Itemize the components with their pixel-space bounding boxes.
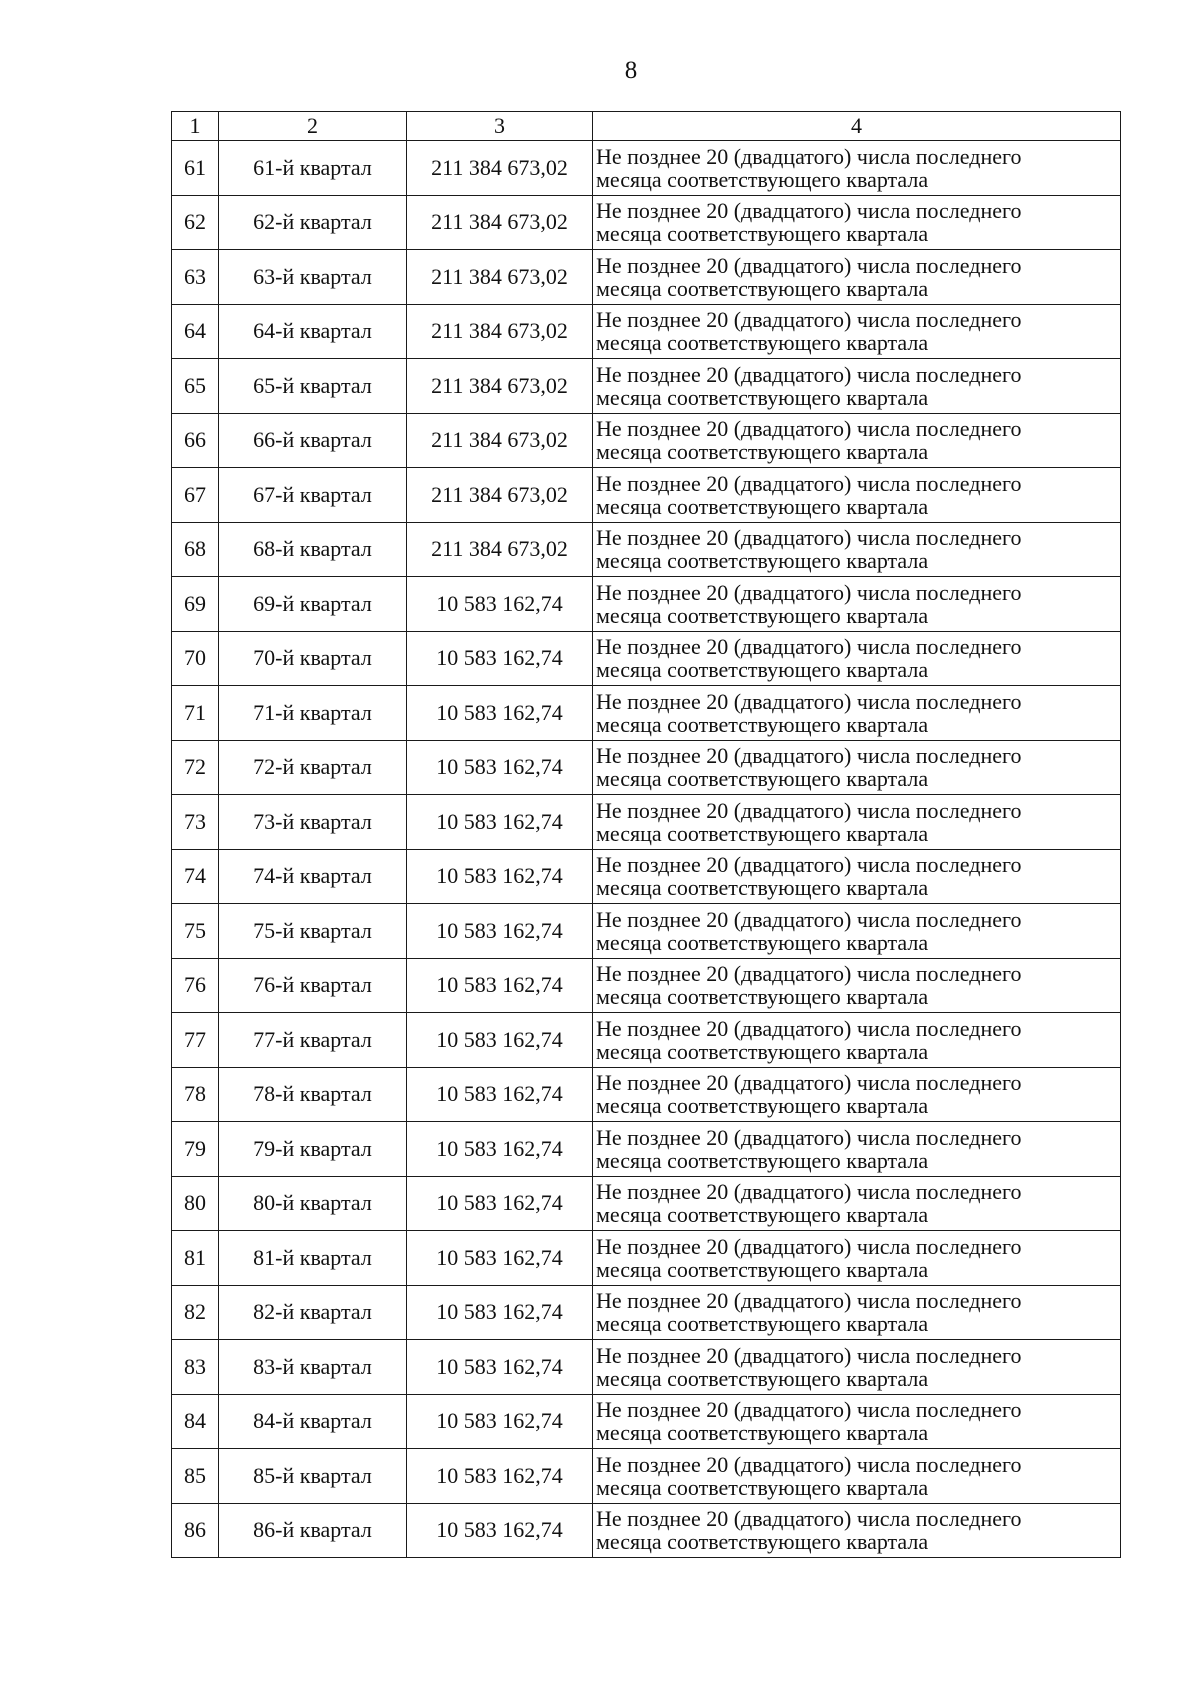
table-row <box>172 1013 1121 1068</box>
amount-cell: 10 583 162,74 <box>407 1013 593 1068</box>
row-number-cell: 67 <box>172 468 219 523</box>
row-number-cell: 83 <box>172 1340 219 1395</box>
period-cell: 82-й квартал <box>219 1285 407 1340</box>
row-number-cell: 82 <box>172 1285 219 1340</box>
amount-cell: 211 384 673,02 <box>407 195 593 250</box>
row-number-cell: 76 <box>172 958 219 1013</box>
deadline-cell <box>593 1394 1121 1449</box>
amount-cell: 10 583 162,74 <box>407 1231 593 1286</box>
row-number-cell: 66 <box>172 413 219 468</box>
period-cell: 64-й квартал <box>219 304 407 359</box>
table-row <box>172 250 1121 305</box>
period-cell: 81-й квартал <box>219 1231 407 1286</box>
row-number-cell: 61 <box>172 141 219 196</box>
period-cell: 65-й квартал <box>219 359 407 414</box>
period-cell: 63-й квартал <box>219 250 407 305</box>
table-row <box>172 577 1121 632</box>
period-cell: 72-й квартал <box>219 740 407 795</box>
deadline-text: Не позднее 20 (двадцатого) числа последнего месяца соответствующего квартала <box>596 1288 1022 1337</box>
table-row <box>172 522 1121 577</box>
table-row <box>172 904 1121 959</box>
table-header-row <box>172 112 1121 141</box>
period-cell: 62-й квартал <box>219 195 407 250</box>
row-number-cell: 75 <box>172 904 219 959</box>
table-row <box>172 413 1121 468</box>
amount-cell: 211 384 673,02 <box>407 359 593 414</box>
amount-cell: 10 583 162,74 <box>407 1176 593 1231</box>
table-row <box>172 958 1121 1013</box>
deadline-cell <box>593 250 1121 305</box>
table-row <box>172 1449 1121 1504</box>
amount-cell: 10 583 162,74 <box>407 1122 593 1177</box>
amount-cell: 10 583 162,74 <box>407 740 593 795</box>
deadline-cell <box>593 686 1121 741</box>
deadline-text: Не позднее 20 (двадцатого) числа последнего месяца соответствующего квартала <box>596 1451 1022 1500</box>
period-cell: 73-й квартал <box>219 795 407 850</box>
amount-cell: 211 384 673,02 <box>407 141 593 196</box>
row-number-cell: 70 <box>172 631 219 686</box>
table-row <box>172 849 1121 904</box>
row-number-cell: 84 <box>172 1394 219 1449</box>
row-number-cell: 74 <box>172 849 219 904</box>
row-number-cell: 78 <box>172 1067 219 1122</box>
row-number-cell: 72 <box>172 740 219 795</box>
deadline-cell <box>593 304 1121 359</box>
deadline-text: Не позднее 20 (двадцатого) числа последнего месяца соответствующего квартала <box>596 579 1022 628</box>
period-cell: 78-й квартал <box>219 1067 407 1122</box>
deadline-text: Не позднее 20 (двадцатого) числа последнего месяца соответствующего квартала <box>596 470 1022 519</box>
deadline-cell <box>593 359 1121 414</box>
deadline-cell <box>593 1176 1121 1231</box>
deadline-text: Не позднее 20 (двадцатого) числа последнего месяца соответствующего квартала <box>596 1233 1022 1282</box>
period-cell: 86-й квартал <box>219 1503 407 1558</box>
deadline-cell <box>593 904 1121 959</box>
deadline-text: Не позднее 20 (двадцатого) числа последнего месяца соответствующего квартала <box>596 143 1022 192</box>
deadline-cell <box>593 1013 1121 1068</box>
amount-cell: 10 583 162,74 <box>407 631 593 686</box>
amount-cell: 10 583 162,74 <box>407 958 593 1013</box>
deadline-text: Не позднее 20 (двадцатого) числа последнего месяца соответствующего квартала <box>596 416 1022 465</box>
deadline-text: Не позднее 20 (двадцатого) числа последнего месяца соответствующего квартала <box>596 634 1022 683</box>
table-row <box>172 1231 1121 1286</box>
period-cell: 83-й квартал <box>219 1340 407 1395</box>
deadline-text: Не позднее 20 (двадцатого) числа последнего месяца соответствующего квартала <box>596 797 1022 846</box>
row-number-cell: 68 <box>172 522 219 577</box>
deadline-text: Не позднее 20 (двадцатого) числа последнего месяца соответствующего квартала <box>596 852 1022 901</box>
amount-cell: 10 583 162,74 <box>407 904 593 959</box>
period-cell: 68-й квартал <box>219 522 407 577</box>
deadline-text: Не позднее 20 (двадцатого) числа последнего месяца соответствующего квартала <box>596 525 1022 574</box>
row-number-cell: 65 <box>172 359 219 414</box>
row-number-cell: 73 <box>172 795 219 850</box>
period-cell: 71-й квартал <box>219 686 407 741</box>
table-row <box>172 740 1121 795</box>
table-row <box>172 1176 1121 1231</box>
period-cell: 85-й квартал <box>219 1449 407 1504</box>
amount-cell: 211 384 673,02 <box>407 522 593 577</box>
period-cell: 69-й квартал <box>219 577 407 632</box>
period-cell: 61-й квартал <box>219 141 407 196</box>
column-header-2: 2 <box>219 112 407 141</box>
amount-cell: 10 583 162,74 <box>407 849 593 904</box>
row-number-cell: 79 <box>172 1122 219 1177</box>
deadline-cell <box>593 631 1121 686</box>
payment-schedule-table <box>171 111 1121 1558</box>
table-row <box>172 1285 1121 1340</box>
amount-cell: 211 384 673,02 <box>407 413 593 468</box>
deadline-cell <box>593 1340 1121 1395</box>
table-row <box>172 195 1121 250</box>
period-cell: 67-й квартал <box>219 468 407 523</box>
amount-cell: 10 583 162,74 <box>407 1285 593 1340</box>
deadline-cell <box>593 958 1121 1013</box>
table-row <box>172 1122 1121 1177</box>
deadline-cell <box>593 195 1121 250</box>
deadline-cell <box>593 1231 1121 1286</box>
period-cell: 70-й квартал <box>219 631 407 686</box>
table-row <box>172 1394 1121 1449</box>
row-number-cell: 81 <box>172 1231 219 1286</box>
deadline-text: Не позднее 20 (двадцатого) числа последнего месяца соответствующего квартала <box>596 252 1022 301</box>
deadline-cell <box>593 1503 1121 1558</box>
amount-cell: 10 583 162,74 <box>407 1449 593 1504</box>
deadline-cell <box>593 1449 1121 1504</box>
row-number-cell: 85 <box>172 1449 219 1504</box>
deadline-text: Не позднее 20 (двадцатого) числа последнего месяца соответствующего квартала <box>596 1397 1022 1446</box>
table-row <box>172 141 1121 196</box>
deadline-text: Не позднее 20 (двадцатого) числа последнего месяца соответствующего квартала <box>596 1179 1022 1228</box>
amount-cell: 211 384 673,02 <box>407 468 593 523</box>
deadline-cell <box>593 1285 1121 1340</box>
row-number-cell: 64 <box>172 304 219 359</box>
row-number-cell: 80 <box>172 1176 219 1231</box>
table-row <box>172 468 1121 523</box>
amount-cell: 10 583 162,74 <box>407 686 593 741</box>
period-cell: 75-й квартал <box>219 904 407 959</box>
deadline-text: Не позднее 20 (двадцатого) числа последнего месяца соответствующего квартала <box>596 1070 1022 1119</box>
row-number-cell: 63 <box>172 250 219 305</box>
row-number-cell: 77 <box>172 1013 219 1068</box>
period-cell: 84-й квартал <box>219 1394 407 1449</box>
amount-cell: 10 583 162,74 <box>407 1340 593 1395</box>
table-row <box>172 686 1121 741</box>
deadline-cell <box>593 468 1121 523</box>
amount-cell: 10 583 162,74 <box>407 1067 593 1122</box>
deadline-text: Не позднее 20 (двадцатого) числа последнего месяца соответствующего квартала <box>596 1015 1022 1064</box>
amount-cell: 10 583 162,74 <box>407 577 593 632</box>
deadline-cell <box>593 795 1121 850</box>
column-header-3: 3 <box>407 112 593 141</box>
deadline-text: Не позднее 20 (двадцатого) числа последнего месяца соответствующего квартала <box>596 361 1022 410</box>
amount-cell: 211 384 673,02 <box>407 304 593 359</box>
period-cell: 74-й квартал <box>219 849 407 904</box>
amount-cell: 211 384 673,02 <box>407 250 593 305</box>
deadline-cell <box>593 849 1121 904</box>
table-row <box>172 1067 1121 1122</box>
deadline-text: Не позднее 20 (двадцатого) числа последнего месяца соответствующего квартала <box>596 1342 1022 1391</box>
table-row <box>172 1503 1121 1558</box>
table-row <box>172 631 1121 686</box>
table-row <box>172 1340 1121 1395</box>
amount-cell: 10 583 162,74 <box>407 1394 593 1449</box>
deadline-cell <box>593 1067 1121 1122</box>
column-header-4: 4 <box>593 112 1121 141</box>
period-cell: 76-й квартал <box>219 958 407 1013</box>
table-row <box>172 795 1121 850</box>
deadline-text: Не позднее 20 (двадцатого) числа последнего месяца соответствующего квартала <box>596 198 1022 247</box>
amount-cell: 10 583 162,74 <box>407 1503 593 1558</box>
deadline-text: Не позднее 20 (двадцатого) числа последнего месяца соответствующего квартала <box>596 1124 1022 1173</box>
deadline-cell <box>593 141 1121 196</box>
deadline-text: Не позднее 20 (двадцатого) числа последнего месяца соответствующего квартала <box>596 743 1022 792</box>
deadline-cell <box>593 522 1121 577</box>
deadline-text: Не позднее 20 (двадцатого) числа последнего месяца соответствующего квартала <box>596 307 1022 356</box>
period-cell: 77-й квартал <box>219 1013 407 1068</box>
page-number: 8 <box>624 57 638 84</box>
deadline-cell <box>593 413 1121 468</box>
deadline-cell <box>593 740 1121 795</box>
amount-cell: 10 583 162,74 <box>407 795 593 850</box>
period-cell: 66-й квартал <box>219 413 407 468</box>
row-number-cell: 86 <box>172 1503 219 1558</box>
deadline-text: Не позднее 20 (двадцатого) числа последнего месяца соответствующего квартала <box>596 1506 1022 1555</box>
row-number-cell: 69 <box>172 577 219 632</box>
deadline-text: Не позднее 20 (двадцатого) числа последнего месяца соответствующего квартала <box>596 688 1022 737</box>
row-number-cell: 71 <box>172 686 219 741</box>
period-cell: 80-й квартал <box>219 1176 407 1231</box>
table-row <box>172 304 1121 359</box>
column-header-1: 1 <box>172 112 219 141</box>
deadline-text: Не позднее 20 (двадцатого) числа последнего месяца соответствующего квартала <box>596 906 1022 955</box>
table-row <box>172 359 1121 414</box>
period-cell: 79-й квартал <box>219 1122 407 1177</box>
row-number-cell: 62 <box>172 195 219 250</box>
deadline-text: Не позднее 20 (двадцатого) числа последнего месяца соответствующего квартала <box>596 961 1022 1010</box>
deadline-cell <box>593 1122 1121 1177</box>
deadline-cell <box>593 577 1121 632</box>
